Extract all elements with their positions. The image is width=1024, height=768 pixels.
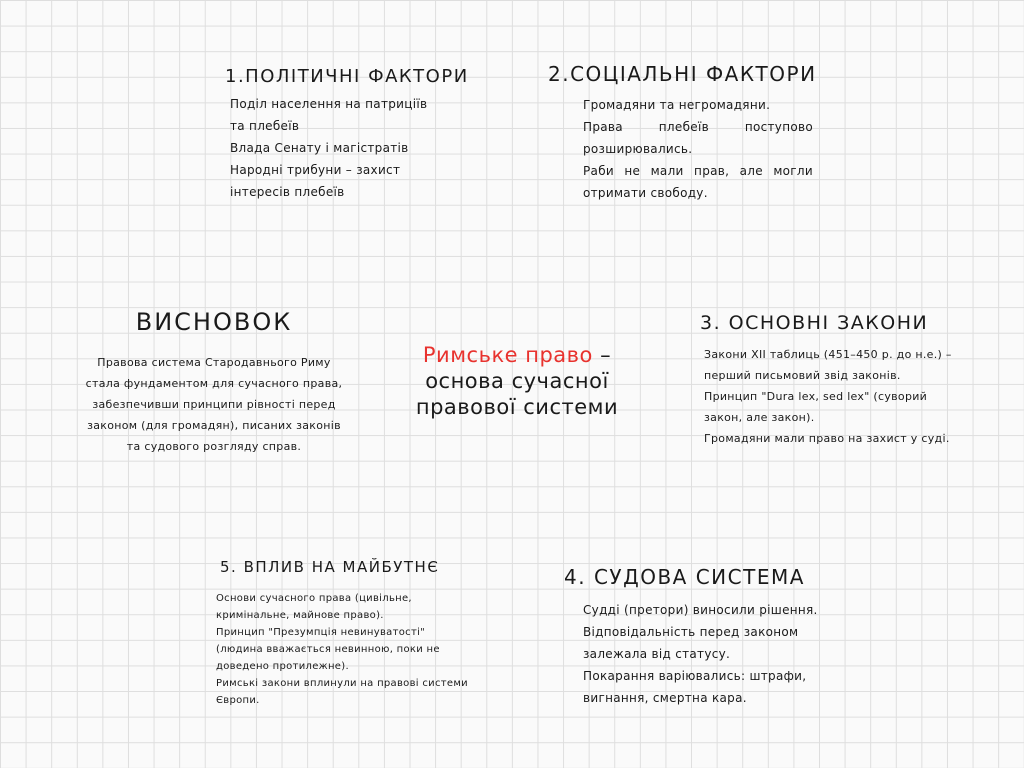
laws-paragraph: Громадяни мали право на захист у суді. bbox=[704, 432, 950, 445]
social-paragraph: Громадяни та негромадяни. bbox=[583, 98, 771, 112]
future-influence-text bbox=[216, 590, 474, 709]
main-title-line-3: правової системи bbox=[415, 395, 619, 419]
political-line: Народні трибуни – захист bbox=[230, 163, 401, 177]
political-factors-heading: 1.ПОЛІТИЧНІ ФАКТОРИ bbox=[225, 66, 469, 87]
court-system-heading: 4. СУДОВА СИСТЕМА bbox=[564, 565, 805, 589]
conclusion-text: Правова система Стародавнього Риму стала фундаментом для сучасного права, забезпечивши принципи рівності перед законом (для громадян), писаних законів та судового розгляду справ. bbox=[85, 356, 343, 453]
future-paragraph: Основи сучасного права (цивільне, кримінальне, майнове право). bbox=[216, 593, 412, 621]
social-factors-heading: 2.СОЦІАЛЬНІ ФАКТОРИ bbox=[548, 62, 817, 86]
social-paragraph: Раби не мали прав, але могли отримати свободу. bbox=[583, 164, 813, 200]
political-line: та плебеїв bbox=[230, 119, 300, 133]
main-title-accent: Римське право bbox=[422, 343, 593, 367]
conclusion-heading: ВИСНОВОК bbox=[135, 308, 293, 336]
court-paragraph: Судді (претори) виносили рішення. bbox=[583, 603, 818, 617]
laws-paragraph: Закони XII таблиць (451–450 р. до н.е.) – перший письмовий звід законів. bbox=[704, 348, 952, 382]
political-factors-text bbox=[230, 93, 480, 203]
political-line: інтересів плебеїв bbox=[230, 185, 345, 199]
future-paragraph: Принцип "Презумпція невинуватості" (людина вважається невинною, поки не доведено протилежне). bbox=[216, 627, 440, 672]
main-laws-section bbox=[700, 312, 970, 449]
main-laws-heading: 3. ОСНОВНІ ЗАКОНИ bbox=[700, 312, 929, 334]
social-factors-section bbox=[548, 62, 828, 204]
political-line: Влада Сенату і магістратів bbox=[230, 141, 409, 155]
future-paragraph: Римські закони вплинули на правові системи Європи. bbox=[216, 678, 468, 706]
court-system-text bbox=[583, 599, 843, 709]
court-system-section bbox=[564, 565, 844, 709]
future-influence-section bbox=[216, 558, 480, 709]
future-influence-heading: 5. ВПЛИВ НА МАЙБУТНЄ bbox=[220, 558, 440, 576]
court-paragraph: Покарання варіювались: штрафи, вигнання, смертна кара. bbox=[583, 669, 807, 705]
social-factors-text bbox=[583, 94, 813, 204]
main-title-line-2: основа сучасної bbox=[425, 369, 609, 393]
social-paragraph: Права плебеїв поступово розширювались. bbox=[583, 120, 813, 156]
main-title bbox=[392, 342, 642, 420]
political-line: Поділ населення на патриціїв bbox=[230, 97, 428, 111]
main-laws-text bbox=[704, 344, 969, 449]
court-paragraph: Відповідальність перед законом залежала від статусу. bbox=[583, 625, 799, 661]
main-title-line-1 bbox=[392, 342, 642, 368]
political-factors-section bbox=[225, 66, 485, 203]
laws-paragraph: Принцип "Dura lex, sed lex" (суворий закон, але закон). bbox=[704, 390, 928, 424]
main-title-dash: – bbox=[592, 343, 612, 367]
conclusion-section bbox=[85, 308, 343, 457]
